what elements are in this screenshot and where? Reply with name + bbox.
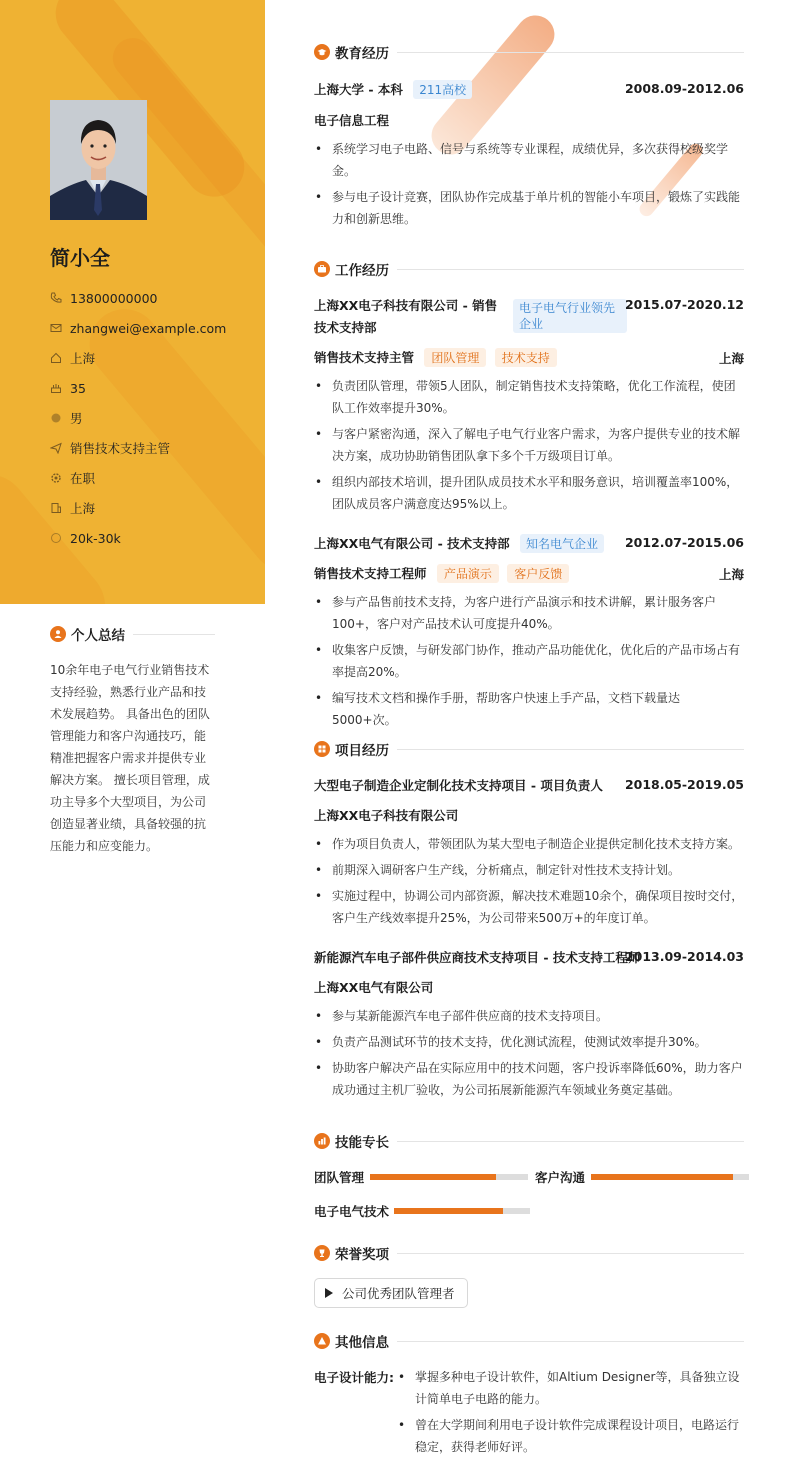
home-icon [50, 352, 62, 364]
education-major: 电子信息工程 [314, 113, 390, 128]
other-label: 电子设计能力: [314, 1370, 394, 1385]
work-section-header: 工作经历 [314, 259, 744, 279]
award-item: 公司优秀团队管理者 [314, 1278, 468, 1308]
job-tag: 知名电气企业 [520, 534, 604, 553]
profile-photo [50, 100, 147, 220]
main-content [314, 0, 744, 1466]
skill-bar-fill [394, 1208, 503, 1214]
skill-name: 团队管理 [314, 1170, 365, 1185]
summary-text: 10余年电子电气行业销售技术支持经验，熟悉行业产品和技术发展趋势。 具备出色的团队管理能力和客户沟通技巧，能精准把握客户需求并提供专业解决方案。 擅长项目管理，成功主导多个大型项目，为公司创造显著业绩，具备较强的抗压能力和应变能力。 [50, 663, 210, 853]
project-company: 上海XX电子科技有限公司 [314, 808, 459, 823]
skill-tag: 产品演示 [437, 564, 499, 583]
job-date: 2012.07-2015.06 [624, 535, 744, 550]
job-company: 上海XX电气有限公司 - 技术支持部 知名电气企业 [314, 534, 604, 553]
list-item: • 负责团队管理，带领5人团队，制定销售技术支持策略，优化工作流程，使团队工作效率提升30%。 [314, 375, 744, 419]
info-status: 在职 [50, 463, 226, 493]
phone-icon [50, 292, 62, 304]
info-target-city: 上海 [50, 493, 226, 523]
job-date: 2015.07-2020.12 [624, 297, 744, 312]
info-gender: 男 [50, 403, 226, 433]
mail-icon [50, 322, 62, 334]
list-item: • 前期深入调研客户生产线，分析痛点，制定针对性技术支持计划。 [314, 859, 744, 881]
list-item: • 组织内部技术培训，提升团队成员技术水平和服务意识，培训覆盖率100%，团队成员客户满意度达95%以上。 [314, 471, 744, 515]
list-item: • 负责产品测试环节的技术支持，优化测试流程，使测试效率提升30%。 [314, 1031, 744, 1053]
skill-tag: 技术支持 [495, 348, 557, 367]
other-section-header: 其他信息 [314, 1331, 744, 1351]
skill-name: 电子电气技术 [314, 1204, 390, 1219]
job-role: 销售技术支持主管 团队管理 技术支持 [314, 348, 557, 367]
briefcase-icon [314, 261, 330, 277]
cake-icon [50, 382, 62, 394]
job-city: 上海 [718, 567, 744, 582]
skill-bar [370, 1174, 528, 1180]
send-icon [50, 442, 62, 454]
job-company: 上海XX电子科技有限公司 - 销售技术支持部 [314, 298, 498, 335]
chart-icon [314, 1133, 330, 1149]
graduation-cap-icon [314, 44, 330, 60]
skill-bar [591, 1174, 749, 1180]
gender-icon [50, 412, 62, 424]
skill-bar [394, 1208, 530, 1214]
skill-tag: 客户反馈 [507, 564, 569, 583]
list-item: • 协助客户解决产品在实际应用中的技术问题，客户投诉率降低60%，助力客户成功通过主机厂验收，为公司拓展新能源汽车领域业务奠定基础。 [314, 1057, 744, 1101]
list-item: • 收集客户反馈，与研发部门协作，推动产品功能优化，优化后的产品市场占有率提高20%。 [314, 639, 744, 683]
job-tag: 电子电气行业领先企业 [513, 299, 627, 333]
list-item: • 作为项目负责人，带领团队为某大型电子制造企业提供定制化技术支持方案。 [314, 833, 744, 855]
skills-section-header: 技能专长 [314, 1131, 744, 1151]
skill-bar-fill [370, 1174, 496, 1180]
list-item: • 与客户紧密沟通，深入了解电子电气行业客户需求，为客户提供专业的技术解决方案，成功协助销售团队拿下多个千万级项目订单。 [314, 423, 744, 467]
awards-section-header: 荣誉奖项 [314, 1243, 744, 1263]
education-section-header: 教育经历 [314, 42, 744, 62]
skill-name: 客户沟通 [535, 1170, 586, 1185]
list-item: • 编写技术文档和操作手册，帮助客户快速上手产品，文档下载量达5000+次。 [314, 687, 744, 731]
education-date: 2008.09-2012.06 [624, 81, 744, 96]
project-name: 新能源汽车电子部件供应商技术支持项目 - 技术支持工程师 [314, 950, 641, 965]
list-item: • 参与某新能源汽车电子部件供应商的技术支持项目。 [314, 1005, 744, 1027]
list-item: • 曾在大学期间利用电子设计软件完成课程设计项目，电路运行稳定，获得老师好评。 [397, 1414, 744, 1458]
project-name: 大型电子制造企业定制化技术支持项目 - 项目负责人 [314, 778, 603, 793]
summary-section-header: 个人总结 [50, 624, 215, 644]
skill-bar-fill [591, 1174, 733, 1180]
education-school: 上海大学 - 本科 211高校 [314, 80, 472, 99]
job-role: 销售技术支持工程师 产品演示 客户反馈 [314, 564, 569, 583]
status-gear-icon [50, 472, 62, 484]
money-icon [50, 532, 62, 544]
list-item: • 系统学习电子电路、信号与系统等专业课程，成绩优异，多次获得校级奖学金。 [314, 138, 744, 182]
play-triangle-icon [325, 1288, 333, 1298]
info-email: zhangwei@example.com [50, 313, 226, 343]
list-item: • 参与产品售前技术支持，为客户进行产品演示和技术讲解，累计服务客户100+，客户对产品技术认可度提升40%。 [314, 591, 744, 635]
job-city: 上海 [718, 351, 744, 366]
building-icon [50, 502, 62, 514]
project-company: 上海XX电气有限公司 [314, 980, 434, 995]
education-tag: 211高校 [413, 80, 472, 99]
info-position: 销售技术支持主管 [50, 433, 226, 463]
skill-tag: 团队管理 [424, 348, 486, 367]
person-icon [50, 626, 66, 642]
info-salary: 20k-30k [50, 523, 226, 553]
info-icon [314, 1333, 330, 1349]
info-age: 35 [50, 373, 226, 403]
sidebar-header-panel [0, 0, 265, 604]
trophy-icon [314, 1245, 330, 1261]
sidebar [0, 0, 265, 1466]
project-date: 2018.05-2019.05 [624, 777, 744, 792]
list-item: • 实施过程中，协调公司内部资源，解决技术难题10余个，确保项目按时交付，客户生产线效率提升25%，为公司带来500万+的年度订单。 [314, 885, 744, 929]
projects-section-header: 项目经历 [314, 739, 744, 759]
project-date: 2013.09-2014.03 [624, 949, 744, 964]
list-item: • 参与电子设计竞赛，团队协作完成基于单片机的智能小车项目，锻炼了实践能力和创新思维。 [314, 186, 744, 230]
list-item: • 掌握多种电子设计软件，如Altium Designer等，具备独立设计简单电子电路的能力。 [397, 1366, 744, 1410]
grid-icon [314, 741, 330, 757]
info-location: 上海 [50, 343, 226, 373]
info-phone: 13800000000 [50, 283, 226, 313]
contact-info-list [50, 283, 226, 553]
candidate-name: 简小全 [50, 246, 110, 270]
